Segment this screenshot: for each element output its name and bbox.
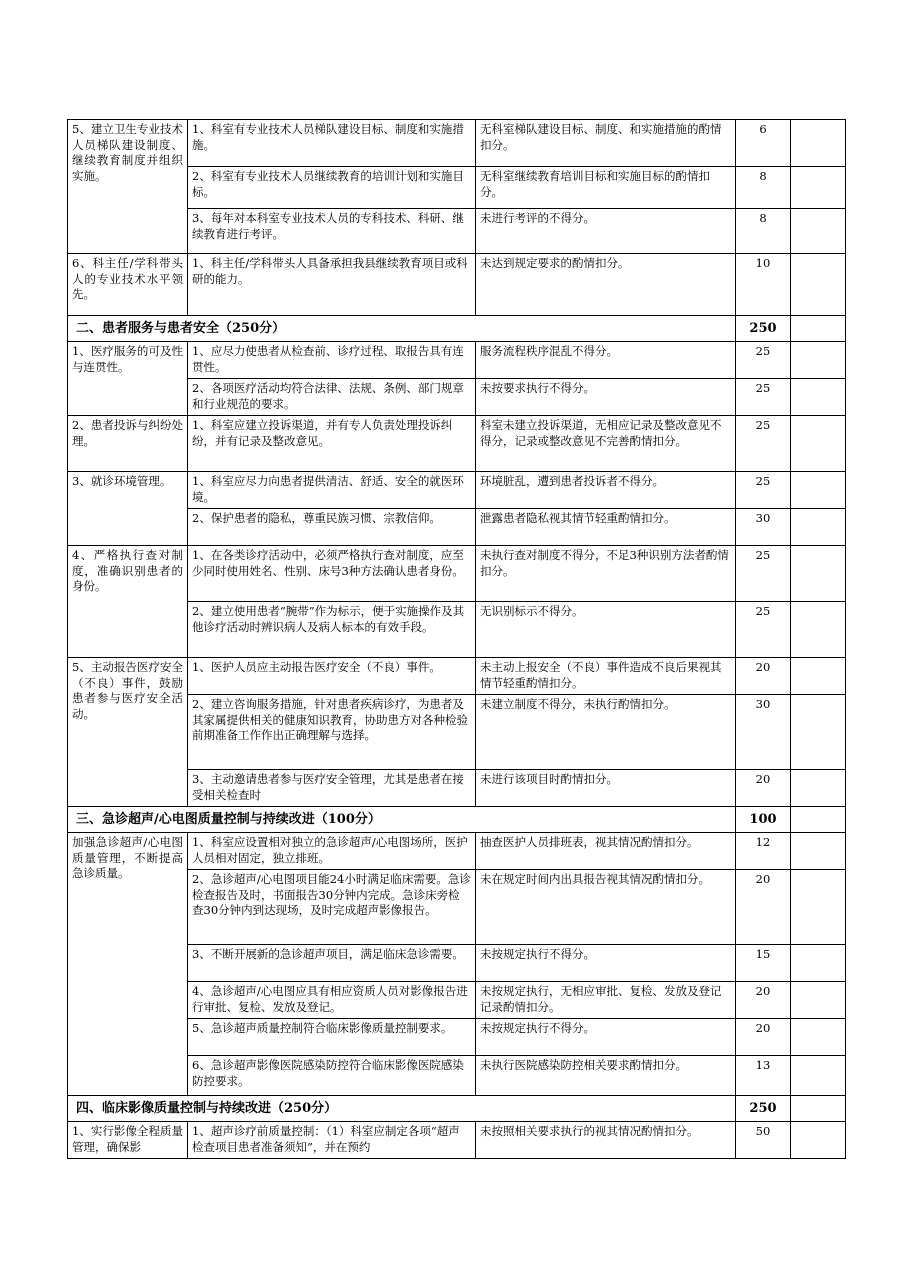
item-cell: 1、实行影像全程质量管理，确保影 — [68, 1122, 188, 1159]
standard-cell: 2、建立使用患者“腕带”作为标示，便于实施操作及其他诊疗活动时辨识病人及病人标本的有效手段。 — [188, 602, 476, 658]
score-cell: 25 — [736, 342, 791, 379]
rule-cell: 未按规定执行，无相应审批、复检、发放及登记记录酌情扣分。 — [476, 982, 736, 1019]
rule-cell: 环境脏乱，遭到患者投诉者不得分。 — [476, 472, 736, 509]
table-row — [68, 658, 846, 695]
section-total: 100 — [736, 807, 791, 833]
score-cell: 8 — [736, 209, 791, 254]
standard-cell: 1、科室应尽力向患者提供清洁、舒适、安全的就医环境。 — [188, 472, 476, 509]
rule-cell: 未主动上报安全（不良）事件造成不良后果视其情节轻重酌情扣分。 — [476, 658, 736, 695]
rule-cell: 未进行考评的不得分。 — [476, 209, 736, 254]
deduction-cell — [791, 1056, 846, 1096]
section-header — [68, 807, 846, 833]
standard-cell: 3、主动邀请患者参与医疗安全管理，尤其是患者在接受相关检查时 — [188, 770, 476, 807]
score-cell: 30 — [736, 695, 791, 770]
score-cell: 15 — [736, 945, 791, 982]
deduction-cell — [791, 770, 846, 807]
section-title: 二、患者服务与患者安全（250分） — [68, 316, 736, 342]
rule-cell: 未进行该项目时酌情扣分。 — [476, 770, 736, 807]
standard-cell: 6、急诊超声影像医院感染防控符合临床影像医院感染防控要求。 — [188, 1056, 476, 1096]
deduction-cell — [791, 695, 846, 770]
deduction-cell — [791, 472, 846, 509]
table-row — [68, 120, 846, 167]
standard-cell: 3、不断开展新的急诊超声项目，满足临床急诊需要。 — [188, 945, 476, 982]
rule-cell: 未达到规定要求的酌情扣分。 — [476, 254, 736, 316]
deduction-cell — [791, 807, 846, 833]
section-title: 四、临床影像质量控制与持续改进（250分） — [68, 1096, 736, 1122]
score-cell: 20 — [736, 870, 791, 945]
item-cell: 加强急诊超声/心电图质量管理，不断提高急诊质量。 — [68, 833, 188, 1096]
rule-cell: 无识别标示不得分。 — [476, 602, 736, 658]
standard-cell: 1、超声诊疗前质量控制：（1）科室应制定各项“超声检查项目患者准备须知”，并在预约 — [188, 1122, 476, 1159]
deduction-cell — [791, 167, 846, 209]
deduction-cell — [791, 254, 846, 316]
rule-cell: 未建立制度不得分，未执行酌情扣分。 — [476, 695, 736, 770]
score-cell: 10 — [736, 254, 791, 316]
score-cell: 6 — [736, 120, 791, 167]
score-cell: 25 — [736, 379, 791, 416]
item-cell: 1、医疗服务的可及性与连贯性。 — [68, 342, 188, 416]
score-cell: 12 — [736, 833, 791, 870]
rule-cell: 未执行查对制度不得分，不足3种识别方法者酌情扣分。 — [476, 546, 736, 602]
deduction-cell — [791, 1096, 846, 1122]
score-cell: 20 — [736, 770, 791, 807]
standard-cell: 1、应尽力使患者从检查前、诊疗过程、取报告具有连贯性。 — [188, 342, 476, 379]
item-cell: 6、科主任/学科带头人的专业技术水平领先。 — [68, 254, 188, 316]
standard-cell: 1、医护人员应主动报告医疗安全（不良）事件。 — [188, 658, 476, 695]
score-cell: 25 — [736, 546, 791, 602]
score-cell: 20 — [736, 1019, 791, 1056]
rule-cell: 科室未建立投诉渠道，无相应记录及整改意见不得分，记录或整改意见不完善酌情扣分。 — [476, 416, 736, 472]
score-cell: 50 — [736, 1122, 791, 1159]
deduction-cell — [791, 546, 846, 602]
deduction-cell — [791, 870, 846, 945]
section-header — [68, 1096, 846, 1122]
deduction-cell — [791, 120, 846, 167]
standard-cell: 1、科室应建立投诉渠道，并有专人负责处理投诉纠纷，并有记录及整改意见。 — [188, 416, 476, 472]
table-row — [68, 254, 846, 316]
item-cell: 5、建立卫生专业技术人员梯队建设制度、继续教育制度并组织实施。 — [68, 120, 188, 254]
deduction-cell — [791, 982, 846, 1019]
rule-cell: 未按规定执行不得分。 — [476, 1019, 736, 1056]
item-cell: 4、严格执行查对制度，准确识别患者的身份。 — [68, 546, 188, 658]
table-row — [68, 546, 846, 602]
score-cell: 25 — [736, 602, 791, 658]
deduction-cell — [791, 1019, 846, 1056]
table-row — [68, 833, 846, 870]
evaluation-table — [67, 119, 846, 1159]
standard-cell: 2、急诊超声/心电图项目能24小时满足临床需要。急诊检查报告及时，书面报告30分钟内完成。急诊床旁检查30分钟内到达现场，及时完成超声影像报告。 — [188, 870, 476, 945]
section-header — [68, 316, 846, 342]
deduction-cell — [791, 209, 846, 254]
standard-cell: 2、科室有专业技术人员继续教育的培训计划和实施目标。 — [188, 167, 476, 209]
item-cell: 5、主动报告医疗安全（不良）事件，鼓励患者参与医疗安全活动。 — [68, 658, 188, 807]
deduction-cell — [791, 658, 846, 695]
deduction-cell — [791, 1122, 846, 1159]
standard-cell: 2、建立咨询服务措施，针对患者疾病诊疗，为患者及其家属提供相关的健康知识教育，协助患方对各种检验前期准备工作作出正确理解与选择。 — [188, 695, 476, 770]
deduction-cell — [791, 416, 846, 472]
rule-cell: 未在规定时间内出具报告视其情况酌情扣分。 — [476, 870, 736, 945]
deduction-cell — [791, 316, 846, 342]
score-cell: 25 — [736, 472, 791, 509]
item-cell: 2、患者投诉与纠纷处理。 — [68, 416, 188, 472]
standard-cell: 2、保护患者的隐私，尊重民族习惯、宗教信仰。 — [188, 509, 476, 546]
rule-cell: 服务流程秩序混乱不得分。 — [476, 342, 736, 379]
score-cell: 25 — [736, 416, 791, 472]
score-cell: 20 — [736, 982, 791, 1019]
standard-cell: 2、各项医疗活动均符合法律、法规、条例、部门规章和行业规范的要求。 — [188, 379, 476, 416]
rule-cell: 未按要求执行不得分。 — [476, 379, 736, 416]
deduction-cell — [791, 945, 846, 982]
rule-cell: 未按照相关要求执行的视其情况酌情扣分。 — [476, 1122, 736, 1159]
rule-cell: 无科室梯队建设目标、制度、和实施措施的酌情扣分。 — [476, 120, 736, 167]
score-cell: 20 — [736, 658, 791, 695]
standard-cell: 1、科室应设置相对独立的急诊超声/心电图场所，医护人员相对固定，独立排班。 — [188, 833, 476, 870]
deduction-cell — [791, 509, 846, 546]
table-row — [68, 342, 846, 379]
rule-cell: 无科室继续教育培训目标和实施目标的酌情扣分。 — [476, 167, 736, 209]
standard-cell: 1、在各类诊疗活动中，必须严格执行查对制度，应至少同时使用姓名、性别、床号3种方法确认患者身份。 — [188, 546, 476, 602]
score-cell: 13 — [736, 1056, 791, 1096]
standard-cell: 1、科主任/学科带头人具备承担我县继续教育项目或科研的能力。 — [188, 254, 476, 316]
rule-cell: 未执行医院感染防控相关要求酌情扣分。 — [476, 1056, 736, 1096]
deduction-cell — [791, 602, 846, 658]
standard-cell: 4、急诊超声/心电图应具有相应资质人员对影像报告进行审批、复检、发放及登记。 — [188, 982, 476, 1019]
rule-cell: 未按规定执行不得分。 — [476, 945, 736, 982]
score-cell: 8 — [736, 167, 791, 209]
table-row — [68, 1122, 846, 1159]
deduction-cell — [791, 379, 846, 416]
section-total: 250 — [736, 1096, 791, 1122]
item-cell: 3、就诊环境管理。 — [68, 472, 188, 546]
table-row — [68, 472, 846, 509]
rule-cell: 抽查医护人员排班表，视其情况酌情扣分。 — [476, 833, 736, 870]
deduction-cell — [791, 342, 846, 379]
score-cell: 30 — [736, 509, 791, 546]
table-row — [68, 416, 846, 472]
standard-cell: 5、急诊超声质量控制符合临床影像质量控制要求。 — [188, 1019, 476, 1056]
section-title: 三、急诊超声/心电图质量控制与持续改进（100分） — [68, 807, 736, 833]
deduction-cell — [791, 833, 846, 870]
standard-cell: 3、每年对本科室专业技术人员的专科技术、科研、继续教育进行考评。 — [188, 209, 476, 254]
rule-cell: 泄露患者隐私视其情节轻重酌情扣分。 — [476, 509, 736, 546]
section-total: 250 — [736, 316, 791, 342]
standard-cell: 1、科室有专业技术人员梯队建设目标、制度和实施措施。 — [188, 120, 476, 167]
